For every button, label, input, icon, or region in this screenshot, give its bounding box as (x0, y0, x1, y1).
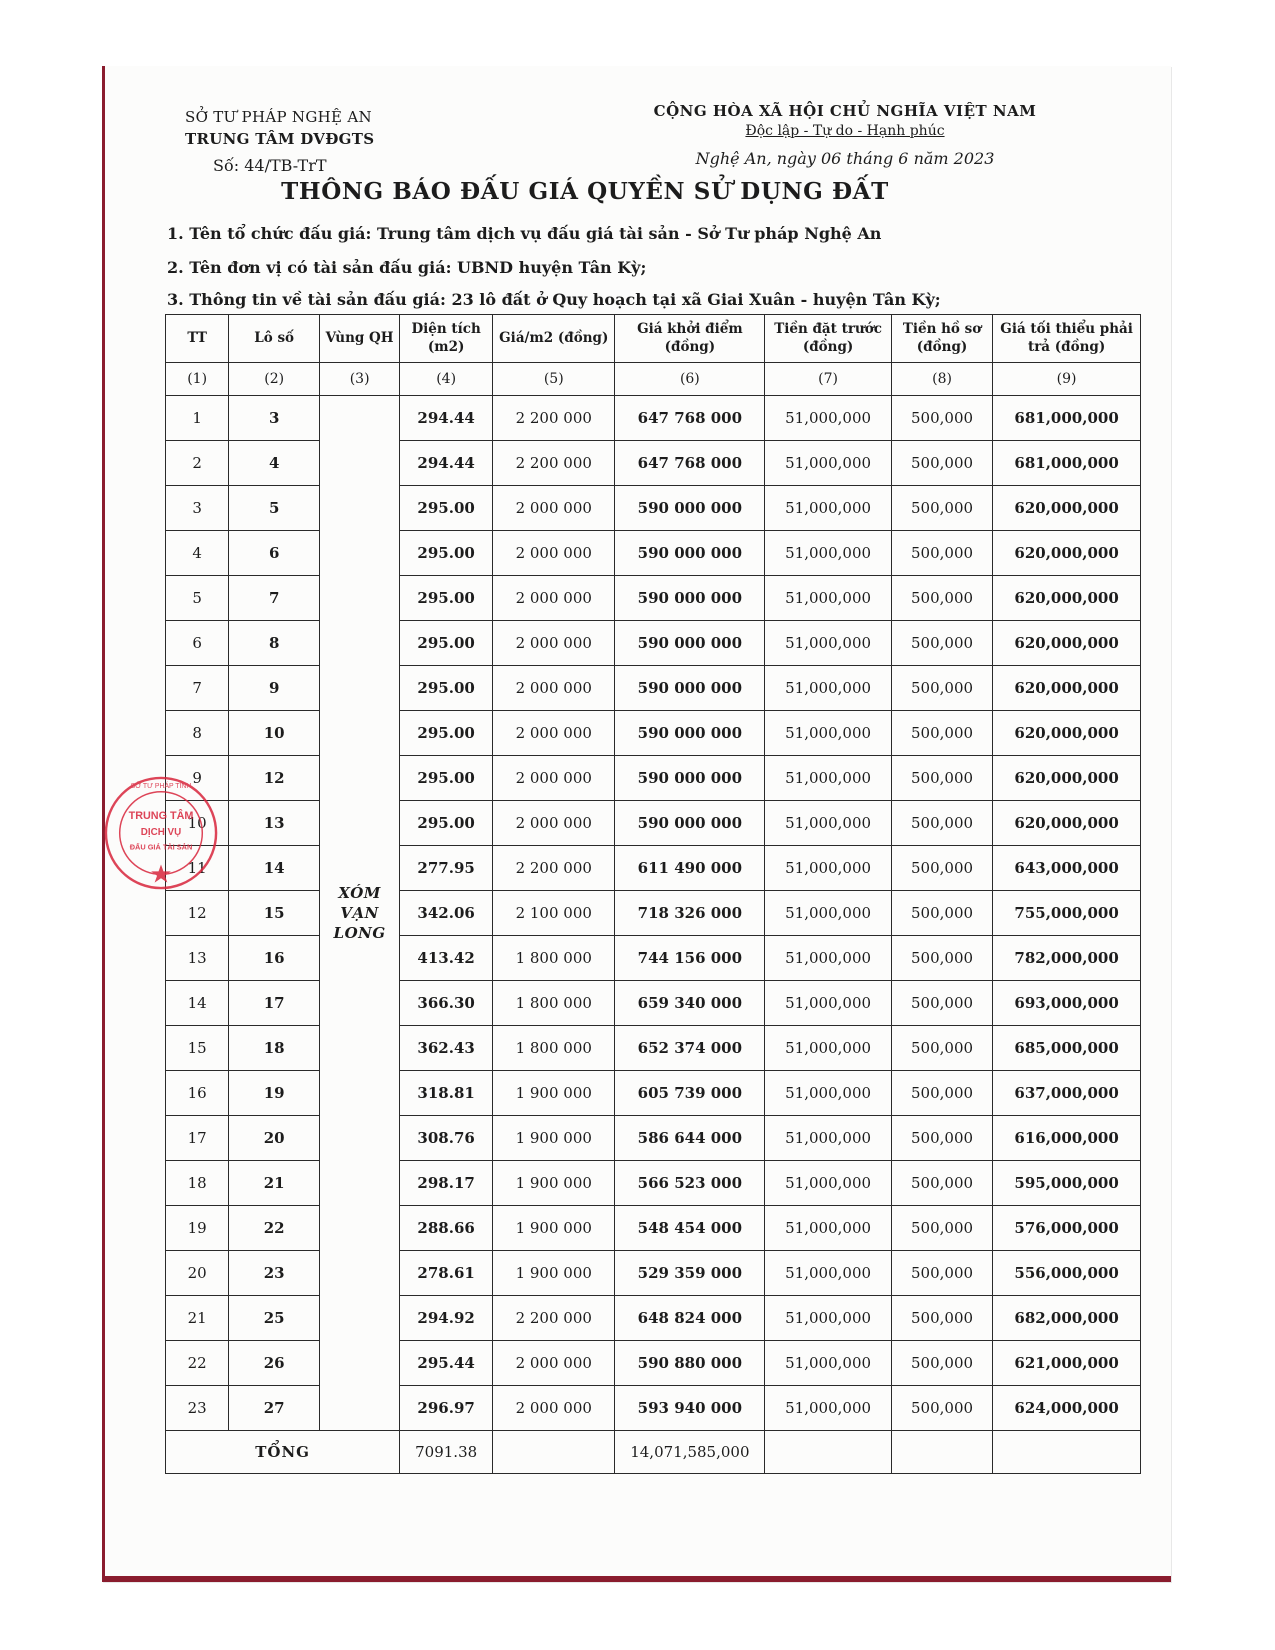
total-area: 7091.38 (400, 1431, 493, 1474)
cell-price: 1 900 000 (493, 1071, 615, 1116)
cell-minpay: 624,000,000 (993, 1386, 1141, 1431)
cell-fee: 500,000 (891, 756, 992, 801)
cell-deposit: 51,000,000 (765, 1161, 892, 1206)
total-empty-cell (765, 1431, 892, 1474)
cell-price: 2 000 000 (493, 531, 615, 576)
cell-fee: 500,000 (891, 1161, 992, 1206)
cell-area: 295.00 (400, 711, 493, 756)
cell-deposit: 51,000,000 (765, 801, 892, 846)
cell-start: 652 374 000 (615, 1026, 765, 1071)
total-empty-cell (891, 1431, 992, 1474)
cell-start: 548 454 000 (615, 1206, 765, 1251)
cell-deposit: 51,000,000 (765, 1341, 892, 1386)
cell-price: 2 000 000 (493, 621, 615, 666)
cell-lot: 6 (229, 531, 320, 576)
cell-deposit: 51,000,000 (765, 441, 892, 486)
cell-minpay: 576,000,000 (993, 1206, 1141, 1251)
col-number: (8) (891, 363, 992, 396)
cell-area: 277.95 (400, 846, 493, 891)
cell-price: 1 800 000 (493, 1026, 615, 1071)
cell-deposit: 51,000,000 (765, 1386, 892, 1431)
cell-price: 2 000 000 (493, 1341, 615, 1386)
document-page (102, 66, 1171, 1582)
cell-deposit: 51,000,000 (765, 756, 892, 801)
cell-lot: 19 (229, 1071, 320, 1116)
cell-lot: 10 (229, 711, 320, 756)
cell-tt: 21 (166, 1296, 229, 1341)
table-row (166, 1161, 1141, 1206)
table-row (166, 936, 1141, 981)
total-start-price: 14,071,585,000 (615, 1431, 765, 1474)
cell-tt: 13 (166, 936, 229, 981)
cell-price: 1 800 000 (493, 981, 615, 1026)
cell-deposit: 51,000,000 (765, 1251, 892, 1296)
agency-name: TRUNG TÂM DVĐGTS (185, 130, 375, 148)
cell-price: 1 900 000 (493, 1206, 615, 1251)
cell-fee: 500,000 (891, 396, 992, 441)
table-row (166, 1296, 1141, 1341)
cell-start: 590 000 000 (615, 711, 765, 756)
cell-price: 1 900 000 (493, 1161, 615, 1206)
cell-tt: 18 (166, 1161, 229, 1206)
table-row (166, 1026, 1141, 1071)
cell-area: 296.97 (400, 1386, 493, 1431)
cell-price: 1 900 000 (493, 1116, 615, 1161)
cell-minpay: 556,000,000 (993, 1251, 1141, 1296)
total-row (166, 1431, 1141, 1474)
table-row (166, 801, 1141, 846)
cell-tt: 11 (166, 846, 229, 891)
cell-lot: 5 (229, 486, 320, 531)
cell-start: 590 000 000 (615, 666, 765, 711)
cell-lot: 18 (229, 1026, 320, 1071)
cell-minpay: 637,000,000 (993, 1071, 1141, 1116)
cell-area: 295.00 (400, 576, 493, 621)
cell-tt: 15 (166, 1026, 229, 1071)
cell-fee: 500,000 (891, 486, 992, 531)
cell-area: 294.44 (400, 396, 493, 441)
col-number: (1) (166, 363, 229, 396)
cell-start: 593 940 000 (615, 1386, 765, 1431)
cell-fee: 500,000 (891, 1116, 992, 1161)
cell-fee: 500,000 (891, 1251, 992, 1296)
cell-lot: 7 (229, 576, 320, 621)
column-number-row (166, 363, 1141, 396)
table-row (166, 486, 1141, 531)
table-row (166, 981, 1141, 1026)
cell-start: 718 326 000 (615, 891, 765, 936)
cell-deposit: 51,000,000 (765, 711, 892, 756)
national-motto: Độc lập - Tự do - Hạnh phúc (745, 123, 945, 139)
cell-fee: 500,000 (891, 936, 992, 981)
cell-deposit: 51,000,000 (765, 936, 892, 981)
table-row (166, 1386, 1141, 1431)
cell-lot: 9 (229, 666, 320, 711)
col-header-min-payment: Giá tối thiểu phải trả (đồng) (993, 315, 1141, 363)
cell-start: 590 000 000 (615, 486, 765, 531)
info-organizer: 1. Tên tổ chức đấu giá: Trung tâm dịch vụ đấu giá tài sản - Sở Tư pháp Nghệ An (167, 224, 882, 243)
table-row (166, 666, 1141, 711)
cell-price: 2 200 000 (493, 846, 615, 891)
cell-deposit: 51,000,000 (765, 1071, 892, 1116)
cell-deposit: 51,000,000 (765, 1026, 892, 1071)
cell-area: 295.00 (400, 486, 493, 531)
cell-lot: 14 (229, 846, 320, 891)
cell-area: 295.00 (400, 531, 493, 576)
cell-lot: 16 (229, 936, 320, 981)
cell-lot: 23 (229, 1251, 320, 1296)
cell-start: 605 739 000 (615, 1071, 765, 1116)
cell-fee: 500,000 (891, 801, 992, 846)
cell-start: 566 523 000 (615, 1161, 765, 1206)
col-number: (7) (765, 363, 892, 396)
cell-start: 590 000 000 (615, 531, 765, 576)
document-number: Số: 44/TB-TrT (213, 156, 327, 175)
cell-minpay: 595,000,000 (993, 1161, 1141, 1206)
table-row (166, 1116, 1141, 1161)
zone-cell: XÓM VẠN LONG (320, 396, 400, 1431)
cell-price: 2 000 000 (493, 666, 615, 711)
cell-fee: 500,000 (891, 1386, 992, 1431)
table-row (166, 756, 1141, 801)
svg-text:DỊCH VỤ: DỊCH VỤ (140, 826, 182, 838)
cell-start: 611 490 000 (615, 846, 765, 891)
col-header-file-fee: Tiền hồ sơ (đồng) (891, 315, 992, 363)
cell-fee: 500,000 (891, 1296, 992, 1341)
cell-fee: 500,000 (891, 711, 992, 756)
cell-start: 648 824 000 (615, 1296, 765, 1341)
cell-minpay: 755,000,000 (993, 891, 1141, 936)
cell-area: 288.66 (400, 1206, 493, 1251)
cell-fee: 500,000 (891, 891, 992, 936)
cell-tt: 19 (166, 1206, 229, 1251)
svg-text:SỞ TƯ PHÁP TỈNH: SỞ TƯ PHÁP TỈNH (130, 782, 192, 790)
col-header-lot: Lô số (229, 315, 320, 363)
cell-start: 586 644 000 (615, 1116, 765, 1161)
cell-lot: 21 (229, 1161, 320, 1206)
cell-deposit: 51,000,000 (765, 486, 892, 531)
table-body (166, 396, 1141, 1431)
cell-tt: 23 (166, 1386, 229, 1431)
cell-tt: 3 (166, 486, 229, 531)
cell-area: 298.17 (400, 1161, 493, 1206)
cell-price: 2 100 000 (493, 891, 615, 936)
cell-start: 590 000 000 (615, 801, 765, 846)
cell-fee: 500,000 (891, 846, 992, 891)
col-number: (6) (615, 363, 765, 396)
cell-start: 590 880 000 (615, 1341, 765, 1386)
table-row (166, 711, 1141, 756)
cell-fee: 500,000 (891, 1341, 992, 1386)
cell-tt: 6 (166, 621, 229, 666)
cell-minpay: 681,000,000 (993, 396, 1141, 441)
cell-minpay: 620,000,000 (993, 801, 1141, 846)
table-row (166, 396, 1141, 441)
cell-fee: 500,000 (891, 621, 992, 666)
cell-tt: 9 (166, 756, 229, 801)
col-header-deposit: Tiền đặt trước (đồng) (765, 315, 892, 363)
cell-start: 744 156 000 (615, 936, 765, 981)
cell-area: 295.00 (400, 621, 493, 666)
cell-area: 308.76 (400, 1116, 493, 1161)
total-empty-cell (993, 1431, 1141, 1474)
table-row (166, 1071, 1141, 1116)
cell-minpay: 620,000,000 (993, 711, 1141, 756)
cell-minpay: 620,000,000 (993, 531, 1141, 576)
cell-price: 2 000 000 (493, 576, 615, 621)
cell-area: 295.00 (400, 756, 493, 801)
cell-start: 590 000 000 (615, 576, 765, 621)
col-header-zone: Vùng QH (320, 315, 400, 363)
cell-fee: 500,000 (891, 981, 992, 1026)
cell-lot: 8 (229, 621, 320, 666)
cell-price: 2 200 000 (493, 441, 615, 486)
cell-tt: 1 (166, 396, 229, 441)
cell-lot: 25 (229, 1296, 320, 1341)
cell-minpay: 782,000,000 (993, 936, 1141, 981)
cell-minpay: 621,000,000 (993, 1341, 1141, 1386)
cell-deposit: 51,000,000 (765, 1116, 892, 1161)
cell-deposit: 51,000,000 (765, 1206, 892, 1251)
col-header-start-price: Giá khởi điểm (đồng) (615, 315, 765, 363)
col-number: (3) (320, 363, 400, 396)
table-row (166, 846, 1141, 891)
cell-minpay: 616,000,000 (993, 1116, 1141, 1161)
cell-area: 295.00 (400, 666, 493, 711)
cell-tt: 16 (166, 1071, 229, 1116)
cell-lot: 20 (229, 1116, 320, 1161)
cell-fee: 500,000 (891, 531, 992, 576)
cell-area: 318.81 (400, 1071, 493, 1116)
cell-tt: 10 (166, 801, 229, 846)
cell-tt: 22 (166, 1341, 229, 1386)
cell-minpay: 682,000,000 (993, 1296, 1141, 1341)
cell-minpay: 681,000,000 (993, 441, 1141, 486)
cell-fee: 500,000 (891, 1206, 992, 1251)
table-row (166, 1251, 1141, 1296)
cell-start: 647 768 000 (615, 441, 765, 486)
cell-fee: 500,000 (891, 441, 992, 486)
issuing-agency-block (185, 108, 405, 175)
cell-tt: 20 (166, 1251, 229, 1296)
cell-lot: 12 (229, 756, 320, 801)
cell-lot: 22 (229, 1206, 320, 1251)
cell-area: 294.44 (400, 441, 493, 486)
cell-start: 659 340 000 (615, 981, 765, 1026)
col-number: (9) (993, 363, 1141, 396)
cell-area: 278.61 (400, 1251, 493, 1296)
cell-deposit: 51,000,000 (765, 1296, 892, 1341)
cell-tt: 12 (166, 891, 229, 936)
info-asset-description: 3. Thông tin về tài sản đấu giá: 23 lô đất ở Quy hoạch tại xã Giai Xuân - huyện Tân Kỳ; (167, 290, 941, 309)
table-row (166, 441, 1141, 486)
cell-minpay: 620,000,000 (993, 486, 1141, 531)
place-and-date: Nghệ An, ngày 06 tháng 6 năm 2023 (695, 149, 995, 168)
cell-fee: 500,000 (891, 1071, 992, 1116)
cell-tt: 14 (166, 981, 229, 1026)
cell-minpay: 685,000,000 (993, 1026, 1141, 1071)
cell-area: 342.06 (400, 891, 493, 936)
cell-deposit: 51,000,000 (765, 846, 892, 891)
agency-parent: SỞ TƯ PHÁP NGHỆ AN (185, 108, 372, 126)
cell-deposit: 51,000,000 (765, 621, 892, 666)
cell-area: 295.44 (400, 1341, 493, 1386)
cell-lot: 17 (229, 981, 320, 1026)
cell-tt: 17 (166, 1116, 229, 1161)
cell-fee: 500,000 (891, 1026, 992, 1071)
col-number: (5) (493, 363, 615, 396)
cell-deposit: 51,000,000 (765, 576, 892, 621)
cell-price: 2 000 000 (493, 486, 615, 531)
cell-area: 294.92 (400, 1296, 493, 1341)
svg-text:TRUNG TÂM: TRUNG TÂM (128, 810, 194, 823)
cell-lot: 3 (229, 396, 320, 441)
cell-deposit: 51,000,000 (765, 981, 892, 1026)
col-header-price-per-m2: Giá/m2 (đồng) (493, 315, 615, 363)
cell-area: 366.30 (400, 981, 493, 1026)
cell-lot: 13 (229, 801, 320, 846)
cell-fee: 500,000 (891, 576, 992, 621)
national-header-block (645, 102, 1045, 168)
cell-price: 2 000 000 (493, 756, 615, 801)
cell-price: 2 200 000 (493, 396, 615, 441)
cell-deposit: 51,000,000 (765, 396, 892, 441)
cell-area: 362.43 (400, 1026, 493, 1071)
table-row (166, 891, 1141, 936)
info-asset-owner: 2. Tên đơn vị có tài sản đấu giá: UBND huyện Tân Kỳ; (167, 258, 647, 277)
document-title: THÔNG BÁO ĐẤU GIÁ QUYỀN SỬ DỤNG ĐẤT (281, 178, 889, 205)
cell-price: 1 800 000 (493, 936, 615, 981)
svg-text:ĐẤU GIÁ TÀI SẢN: ĐẤU GIÁ TÀI SẢN (129, 842, 193, 852)
cell-minpay: 693,000,000 (993, 981, 1141, 1026)
cell-minpay: 620,000,000 (993, 666, 1141, 711)
cell-price: 1 900 000 (493, 1251, 615, 1296)
cell-deposit: 51,000,000 (765, 531, 892, 576)
cell-area: 295.00 (400, 801, 493, 846)
cell-tt: 2 (166, 441, 229, 486)
cell-fee: 500,000 (891, 666, 992, 711)
cell-lot: 27 (229, 1386, 320, 1431)
cell-deposit: 51,000,000 (765, 891, 892, 936)
table-row (166, 531, 1141, 576)
cell-lot: 4 (229, 441, 320, 486)
cell-lot: 26 (229, 1341, 320, 1386)
total-label: TỔNG (166, 1431, 400, 1474)
cell-tt: 4 (166, 531, 229, 576)
official-red-seal-icon (102, 774, 220, 892)
cell-start: 590 000 000 (615, 756, 765, 801)
col-number: (2) (229, 363, 320, 396)
cell-price: 2 000 000 (493, 1386, 615, 1431)
cell-minpay: 620,000,000 (993, 756, 1141, 801)
cell-price: 2 000 000 (493, 801, 615, 846)
cell-lot: 15 (229, 891, 320, 936)
cell-minpay: 643,000,000 (993, 846, 1141, 891)
republic-name: CỘNG HÒA XÃ HỘI CHỦ NGHĨA VIỆT NAM (653, 102, 1037, 120)
cell-minpay: 620,000,000 (993, 621, 1141, 666)
cell-start: 529 359 000 (615, 1251, 765, 1296)
table-row (166, 1341, 1141, 1386)
cell-start: 647 768 000 (615, 396, 765, 441)
cell-deposit: 51,000,000 (765, 666, 892, 711)
cell-minpay: 620,000,000 (993, 576, 1141, 621)
cell-price: 2 200 000 (493, 1296, 615, 1341)
auction-lot-table (165, 314, 1141, 1474)
col-number: (4) (400, 363, 493, 396)
table-header-row (166, 315, 1141, 363)
col-header-tt: TT (166, 315, 229, 363)
col-header-area: Diện tích (m2) (400, 315, 493, 363)
cell-tt: 5 (166, 576, 229, 621)
cell-tt: 8 (166, 711, 229, 756)
cell-area: 413.42 (400, 936, 493, 981)
cell-start: 590 000 000 (615, 621, 765, 666)
cell-price: 2 000 000 (493, 711, 615, 756)
cell-tt: 7 (166, 666, 229, 711)
table-row (166, 1206, 1141, 1251)
total-empty-cell (493, 1431, 615, 1474)
table-row (166, 621, 1141, 666)
table-row (166, 576, 1141, 621)
